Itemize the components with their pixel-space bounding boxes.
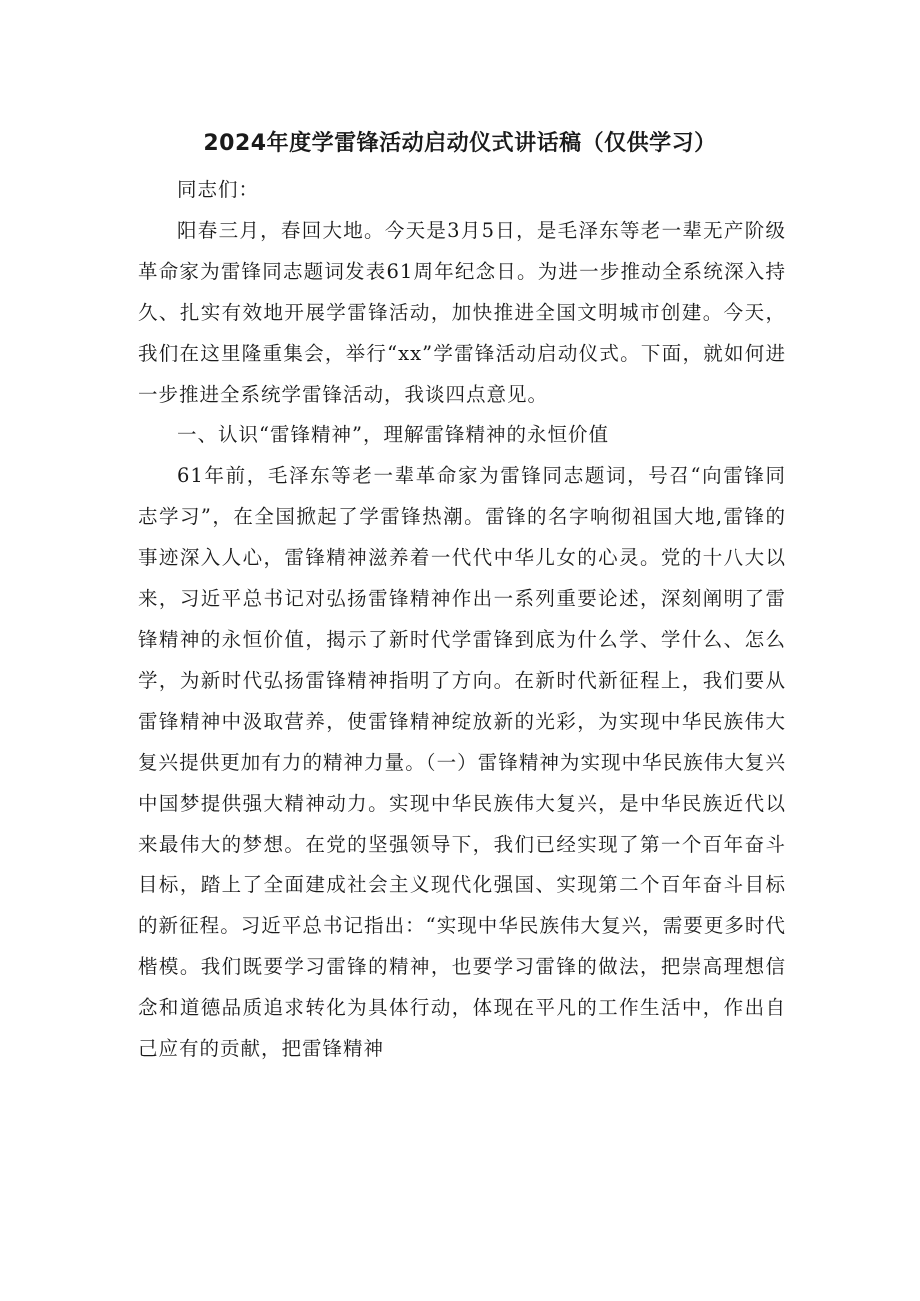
- document-body: [138, 170, 786, 1070]
- section-heading: 一、认识“雷锋精神”，理解雷锋精神的永恒价值: [177, 423, 609, 447]
- paragraph-section-1: 61年前，毛泽东等老一辈革命家为雷锋同志题词，号召“向雷锋同志学习”，在全国掀起了学雷锋热潮。雷锋的名字响彻祖国大地,雷锋的事迹深入人心，雷锋精神滋养着一代代中华儿女的心灵。党的十八大以来，习近平总书记对弘扬雷锋精神作出一系列重要论述，深刻阐明了雷锋精神的永恒价值，揭示了新时代学雷锋到底为什么学、学什么、怎么学，为新时代弘扬雷锋精神指明了方向。在新时代新征程上，我们要从雷锋精神中汲取营养，使雷锋精神绽放新的光彩，为实现中华民族伟大复兴提供更加有力的精神力量。（一）雷锋精神为实现中华民族伟大复兴中国梦提供强大精神动力。实现中华民族伟大复兴，是中华民族近代以来最伟大的梦想。在党的坚强领导下，我们已经实现了第一个百年奋斗目标，踏上了全面建成社会主义现代化强国、实现第二个百年奋斗目标的新征程。习近平总书记指出：“实现中华民族伟大复兴，需要更多时代楷模。我们既要学习雷锋的精神，也要学习雷锋的做法，把崇高理想信念和道德品质追求转化为具体行动，体现在平凡的工作生活中，作出自己应有的贡献，把雷锋精神: [138, 464, 786, 1061]
- salutation: 同志们：: [177, 178, 260, 201]
- paragraph-intro: 阳春三月，春回大地。今天是3月5日，是毛泽东等老一辈无产阶级革命家为雷锋同志题词发表61周年纪念日。为进一步推动全系统深入持久、扎实有效地开展学雷锋活动，加快推进全国文明城市创建。今天，我们在这里隆重集会，举行“xx”学雷锋活动启动仪式。下面，就如何进一步推进全系统学雷锋活动，我谈四点意见。: [138, 218, 786, 406]
- document-title: 2024年度学雷锋活动启动仪式讲话稿（仅供学习）: [203, 131, 717, 156]
